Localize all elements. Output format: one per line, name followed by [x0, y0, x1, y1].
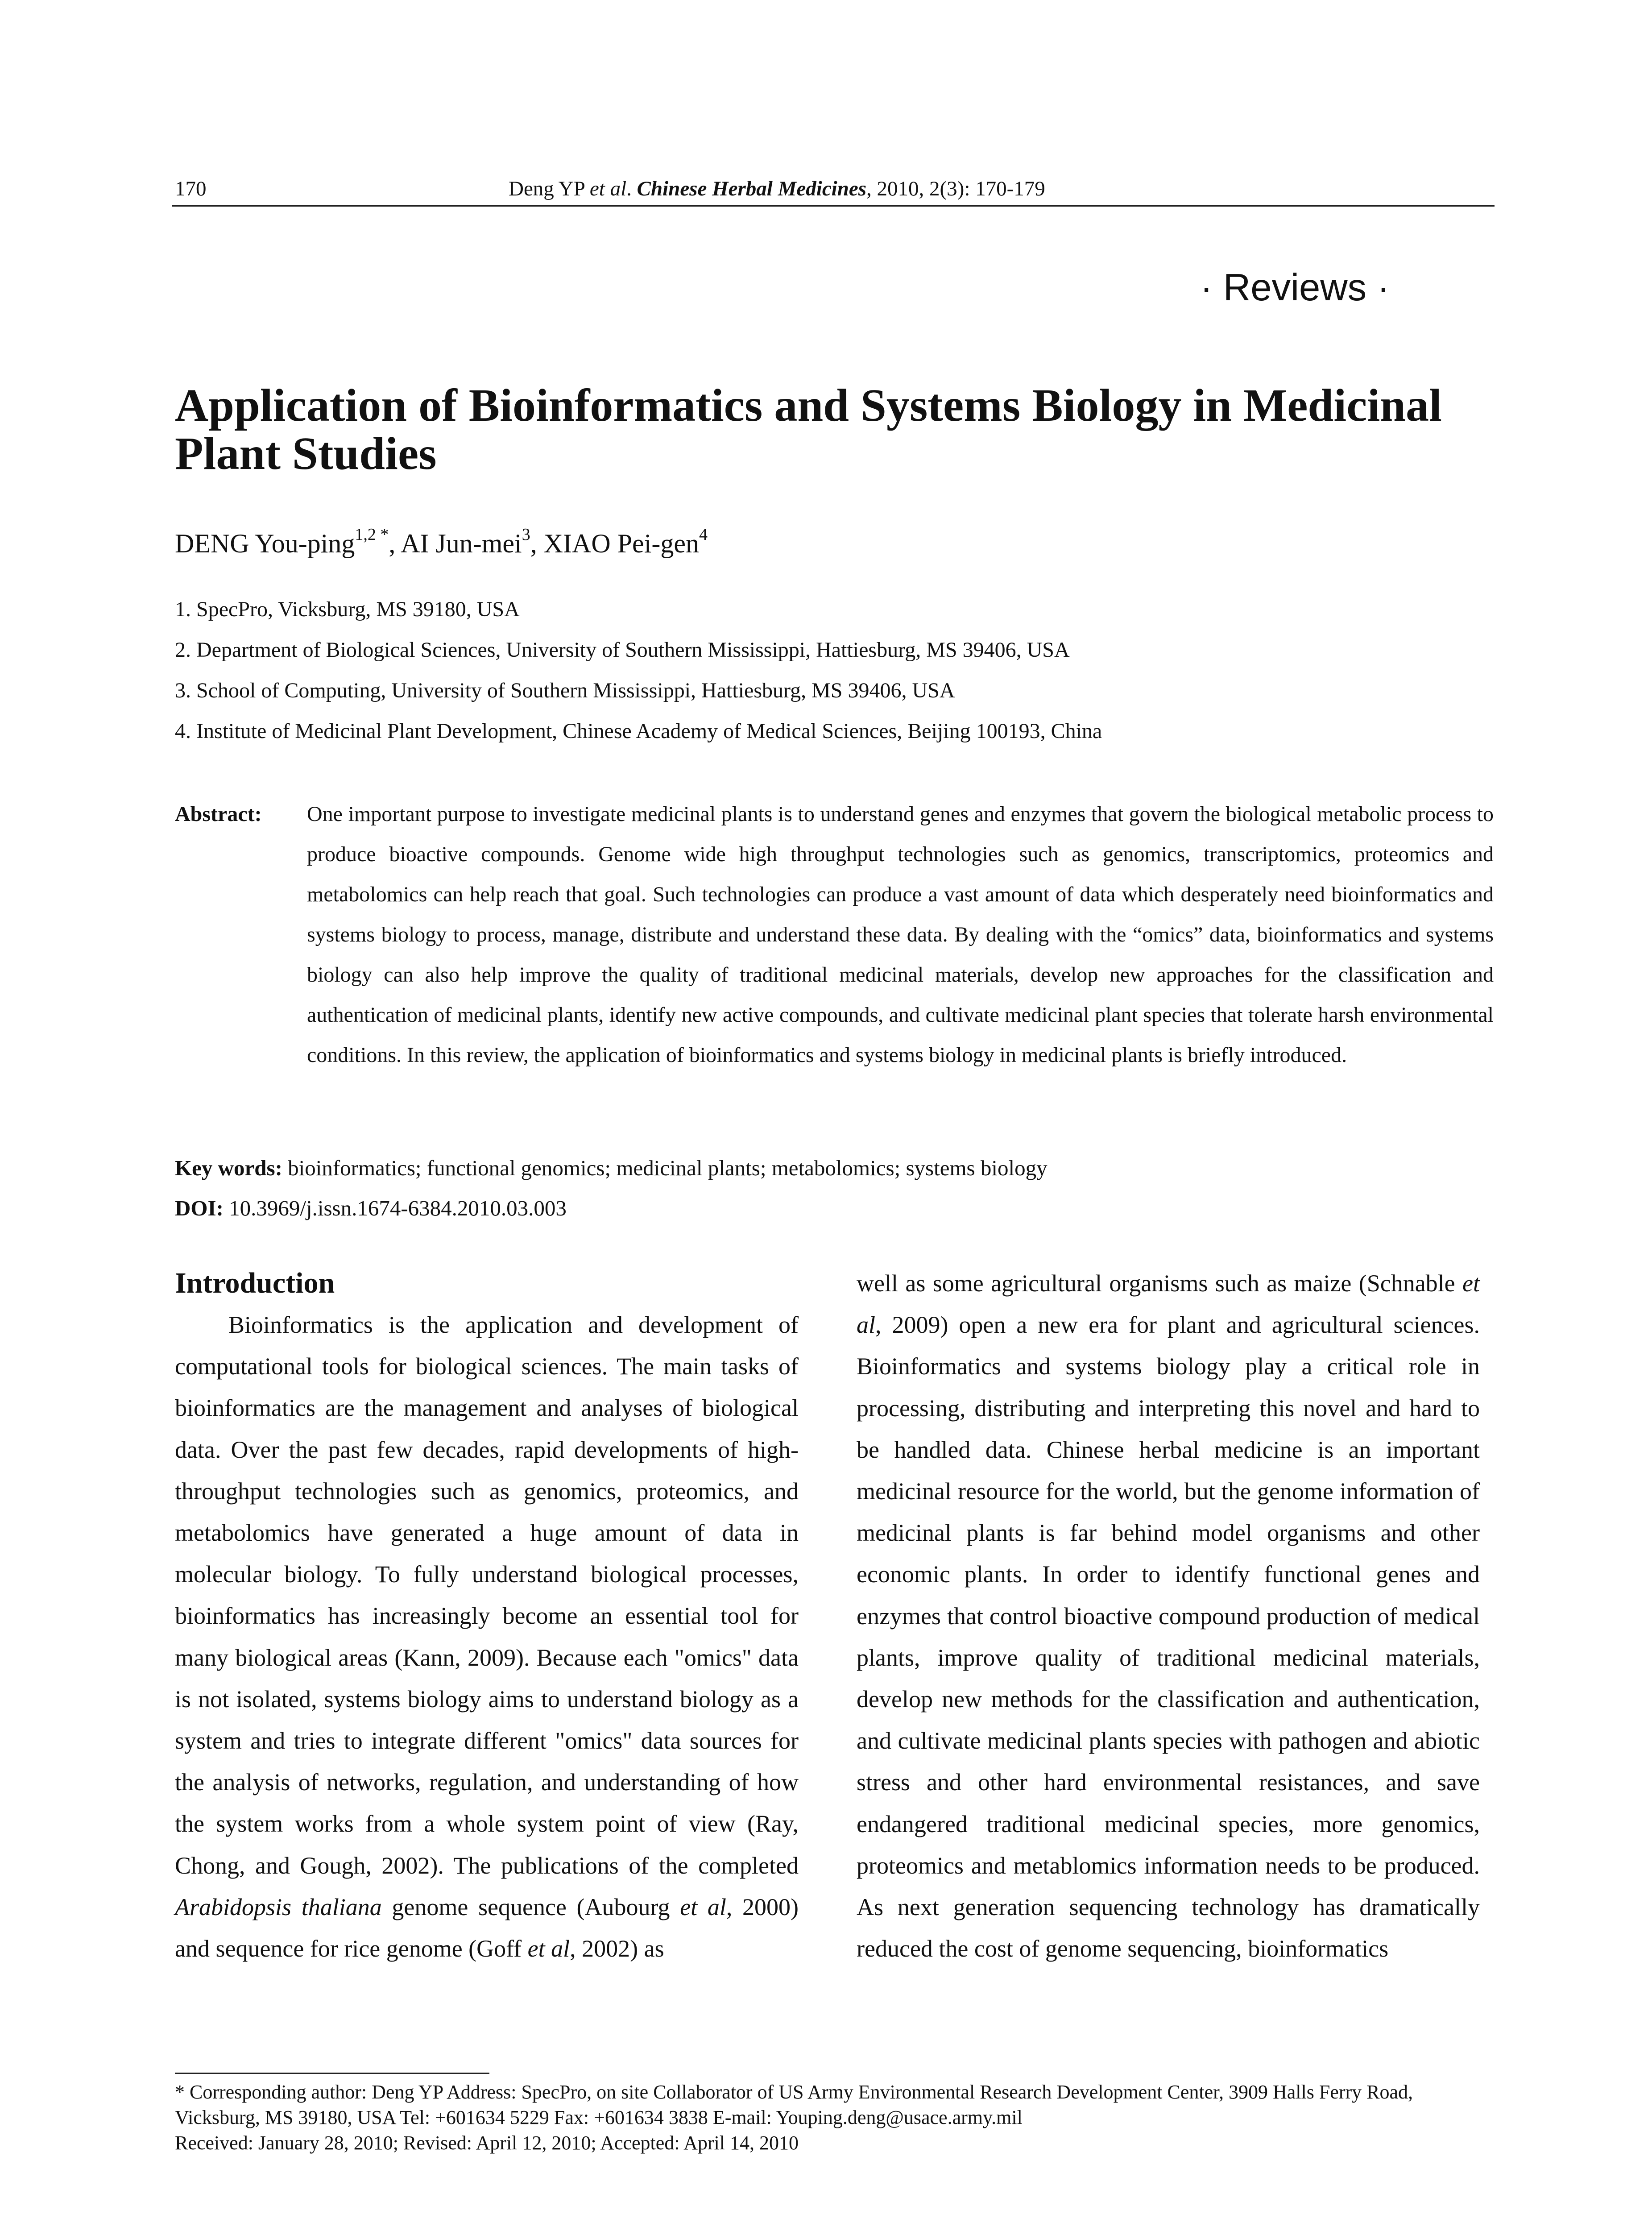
intro-text: , 2009) open a new era for plant and agricultural sciences. Bioinformatics and systems biology play a critical role in processing, distributing and interpreting this novel and hard to be handled data. Chinese herbal medicine is an important medicinal resource for the world, but the genome information of medicinal plants is far behind model organisms and other economic plants. In order to identify functional genes and enzymes that control bioactive compound production of medical plants, improve quality of traditional medicinal materials, develop new methods for the classification and authentication, and cultivate medicinal plants species with pathogen and abiotic stress and other hard environmental resistances, and save endangered traditional medicinal species, more genomics, proteomics and metablomics information needs to be produced. As next generation sequencing technology has dramatically reduced the cost of genome sequencing, bioinformatics — [857, 1311, 1480, 1962]
running-header-dot: . — [626, 177, 637, 200]
affiliation-item: 2. Department of Biological Sciences, University of Southern Mississippi, Hattiesburg, MS 39406, USA — [175, 638, 1070, 662]
affiliation-list — [175, 589, 1102, 751]
keywords-line — [175, 1148, 1048, 1188]
footnote — [175, 2079, 1495, 2156]
intro-text: well as some agricultural organisms such as maize (Schnable — [857, 1270, 1463, 1297]
author-list — [175, 526, 708, 561]
author-name: XIAO Pei-gen — [543, 529, 699, 558]
affiliation-item: 1. SpecPro, Vicksburg, MS 39180, USA — [175, 597, 520, 621]
author-separator: , — [389, 529, 401, 558]
article-title: Application of Bioinformatics and Systems Biology in Medicinal Plant Studies — [175, 380, 1442, 479]
author-affiliation-sup: 1,2 * — [355, 525, 389, 544]
received-dates: Received: January 28, 2010; Revised: April 12, 2010; Accepted: April 14, 2010 — [175, 2132, 799, 2154]
citation-etal: et al — [680, 1893, 726, 1920]
intro-left-column — [175, 1304, 799, 1970]
doi-text: 10.3969/j.issn.1674-6384.2010.03.003 — [223, 1196, 567, 1220]
header-rule — [172, 205, 1495, 207]
section-tag: · Reviews · — [1200, 266, 1390, 309]
author-affiliation-sup: 4 — [699, 525, 708, 544]
author-name: AI Jun-mei — [401, 529, 522, 558]
footnote-rule — [175, 2073, 489, 2074]
citation-etal: et al — [857, 1270, 1480, 1339]
abstract-label: Abstract: — [175, 802, 262, 826]
running-header — [509, 175, 1045, 202]
author-separator: , — [530, 529, 544, 558]
journal-name: Chinese Herbal Medicines — [637, 177, 867, 200]
page-number: 170 — [175, 177, 207, 200]
intro-text: , 2002) as — [570, 1935, 664, 1962]
introduction-heading: Introduction — [175, 1267, 335, 1299]
affiliation-item: 3. School of Computing, University of Southern Mississippi, Hattiesburg, MS 39406, USA — [175, 679, 955, 702]
affiliation-item: 4. Institute of Medicinal Plant Development, Chinese Academy of Medical Sciences, Beijing 100193, China — [175, 719, 1102, 743]
species-name: Arabidopsis thaliana — [175, 1893, 382, 1920]
running-header-citation: , 2010, 2(3): 170-179 — [866, 177, 1045, 200]
intro-text: genome sequence (Aubourg — [381, 1893, 680, 1920]
corresponding-author-note: * Corresponding author: Deng YP Address: SpecPro, on site Collaborator of US Army Environmental Research Development Center, 3909 Halls Ferry Road, Vicksburg, MS 39180, USA Tel: +601634 5229 Fax: +601634 3838 E-mail: Youping.deng@usace.army.mil — [175, 2081, 1413, 2128]
doi-line — [175, 1188, 567, 1228]
running-header-authors: Deng YP — [509, 177, 590, 200]
doi-label: DOI: — [175, 1196, 224, 1220]
author-affiliation-sup: 3 — [522, 525, 530, 544]
keywords-text: bioinformatics; functional genomics; medicinal plants; metabolomics; systems biology — [282, 1156, 1048, 1180]
intro-text: Bioinformatics is the application and development of computational tools for biological sciences. The main tasks of bioinformatics are the management and analyses of biological data. Over the past few decades, rapid developments of high-throughput technologies such as genomics, proteomics, and metabolomics have generated a huge amount of data in molecular biology. To fully understand biological processes, bioinformatics has increasingly become an essential tool for many biological areas (Kann, 2009). Because each "omics" data is not isolated, systems biology aims to understand biology as a system and tries to integrate different "omics" data sources for the analysis of networks, regulation, and understanding of how the system works from a whole system point of view (Ray, Chong, and Gough, 2002). The publications of the completed — [175, 1311, 799, 1879]
author-name: DENG You-ping — [175, 529, 355, 558]
intro-text: , 2000) and sequence for rice genome (Goff — [175, 1893, 799, 1962]
intro-right-column — [857, 1263, 1480, 1970]
citation-etal: et al — [527, 1935, 570, 1962]
keywords-label: Key words: — [175, 1156, 282, 1180]
running-header-etal: et al — [589, 177, 627, 200]
abstract-text: One important purpose to investigate medicinal plants is to understand genes and enzymes that govern the biological metabolic process to produce bioactive compounds. Genome wide high throughput technologies such as genomics, transcriptomics, proteomics and metabolomics can help reach that goal. Such technologies can produce a vast amount of data which desperately need bioinformatics and systems biology to process, manage, distribute and understand these data. By dealing with the “omics” data, bioinformatics and systems biology can also help improve the quality of traditional medicinal materials, develop new approaches for the classification and authentication of medicinal plants, identify new active compounds, and cultivate medicinal plant species that tolerate harsh environmental conditions. In this review, the application of bioinformatics and systems biology in medicinal plants is briefly introduced. — [307, 802, 1494, 1067]
